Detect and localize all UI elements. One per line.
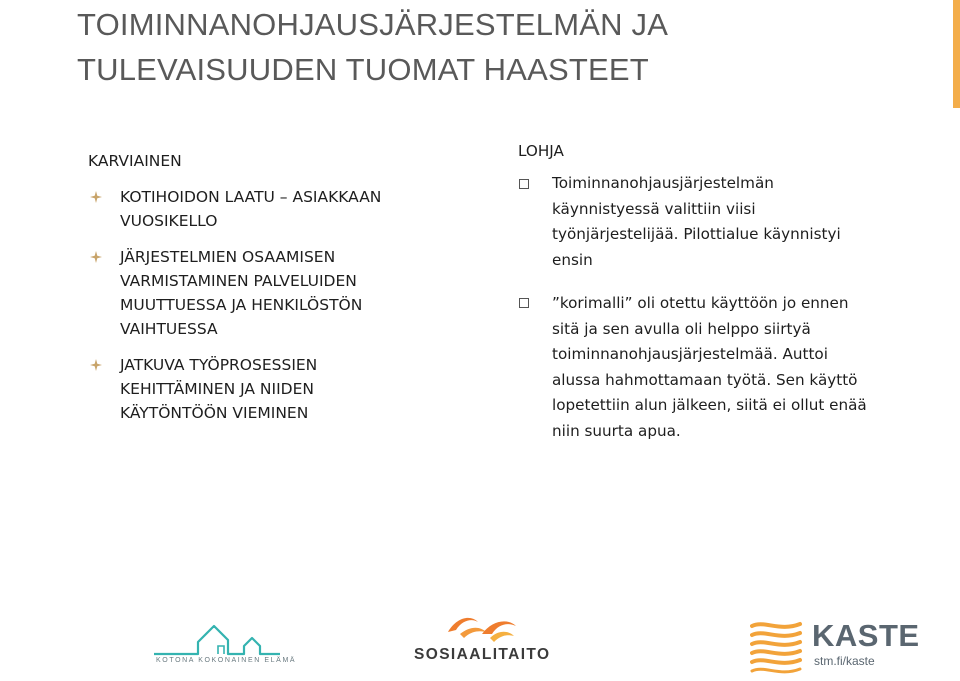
item-line: käynnistyessä valittiin viisi bbox=[552, 199, 756, 218]
item-line: sitä ja sen avulla oli helppo siirtyä bbox=[552, 319, 811, 338]
four-point-star-icon bbox=[88, 355, 104, 375]
title-line-1: TOIMINNANOHJAUSJÄRJESTELMÄN JA bbox=[77, 7, 669, 42]
item-line: JÄRJESTELMIEN OSAAMISEN bbox=[120, 248, 336, 266]
karviainen-item-2 bbox=[88, 245, 468, 341]
item-line: VAIHTUESSA bbox=[120, 320, 218, 338]
item-line: MUUTTUESSA JA HENKILÖSTÖN bbox=[120, 296, 363, 314]
item-line: KOTIHOIDON LAATU – ASIAKKAAN bbox=[120, 188, 382, 206]
sosiaalitaito-logo-text: SOSIAALITAITO bbox=[414, 646, 551, 663]
lohja-column bbox=[518, 139, 948, 462]
item-line: niin suurta apua. bbox=[552, 421, 681, 440]
lohja-list bbox=[518, 171, 948, 444]
item-line: alussa hahmottamaan työtä. Sen käyttö bbox=[552, 370, 858, 389]
karviainen-item-3 bbox=[88, 353, 468, 425]
kotona-logo bbox=[152, 620, 297, 672]
orange-wave-stripes-icon bbox=[750, 620, 806, 674]
karviainen-list bbox=[88, 185, 468, 425]
house-outline-icon bbox=[152, 620, 282, 656]
kaste-logo-url: stm.fi/kaste bbox=[814, 654, 875, 668]
kotona-logo-text: KOTONA KOKONAINEN ELÄMÄ bbox=[156, 657, 297, 664]
square-bullet-icon bbox=[519, 179, 529, 189]
item-line: JATKUVA TYÖPROSESSIEN bbox=[120, 356, 318, 374]
item-line: toiminnanohjausjärjestelmää. Auttoi bbox=[552, 345, 828, 363]
item-line: VUOSIKELLO bbox=[120, 212, 218, 230]
four-point-star-icon bbox=[88, 187, 104, 207]
slide-title bbox=[77, 2, 937, 92]
lohja-heading: LOHJA bbox=[518, 142, 564, 160]
item-line: ensin bbox=[552, 250, 593, 269]
item-line: Toiminnanohjausjärjestelmän bbox=[552, 174, 774, 192]
karviainen-heading: KARVIAINEN bbox=[88, 152, 182, 170]
karviainen-column bbox=[88, 149, 468, 437]
title-line-2: TULEVAISUUDEN TUOMAT HAASTEET bbox=[77, 52, 649, 87]
item-line: KÄYTÖNTÖÖN VIEMINEN bbox=[120, 404, 309, 422]
orange-swoosh-icon bbox=[412, 612, 552, 646]
square-bullet-icon bbox=[519, 298, 529, 308]
item-line: KEHITTÄMINEN JA NIIDEN bbox=[120, 380, 314, 398]
item-line: lopetettiin alun jälkeen, siitä ei ollut enää bbox=[552, 396, 867, 414]
sosiaalitaito-logo bbox=[412, 612, 552, 668]
accent-bar bbox=[953, 0, 960, 108]
item-line: VARMISTAMINEN PALVELUIDEN bbox=[120, 272, 357, 290]
karviainen-item-1 bbox=[88, 185, 468, 233]
kaste-logo-word: KASTE bbox=[812, 618, 920, 653]
item-line: ”korimalli” oli otettu käyttöön jo ennen bbox=[552, 294, 849, 312]
lohja-item-1 bbox=[518, 171, 948, 273]
four-point-star-icon bbox=[88, 247, 104, 267]
kaste-logo bbox=[750, 620, 925, 676]
item-line: työnjärjestelijää. Pilottialue käynnistyi bbox=[552, 225, 841, 243]
lohja-item-2 bbox=[518, 291, 948, 444]
